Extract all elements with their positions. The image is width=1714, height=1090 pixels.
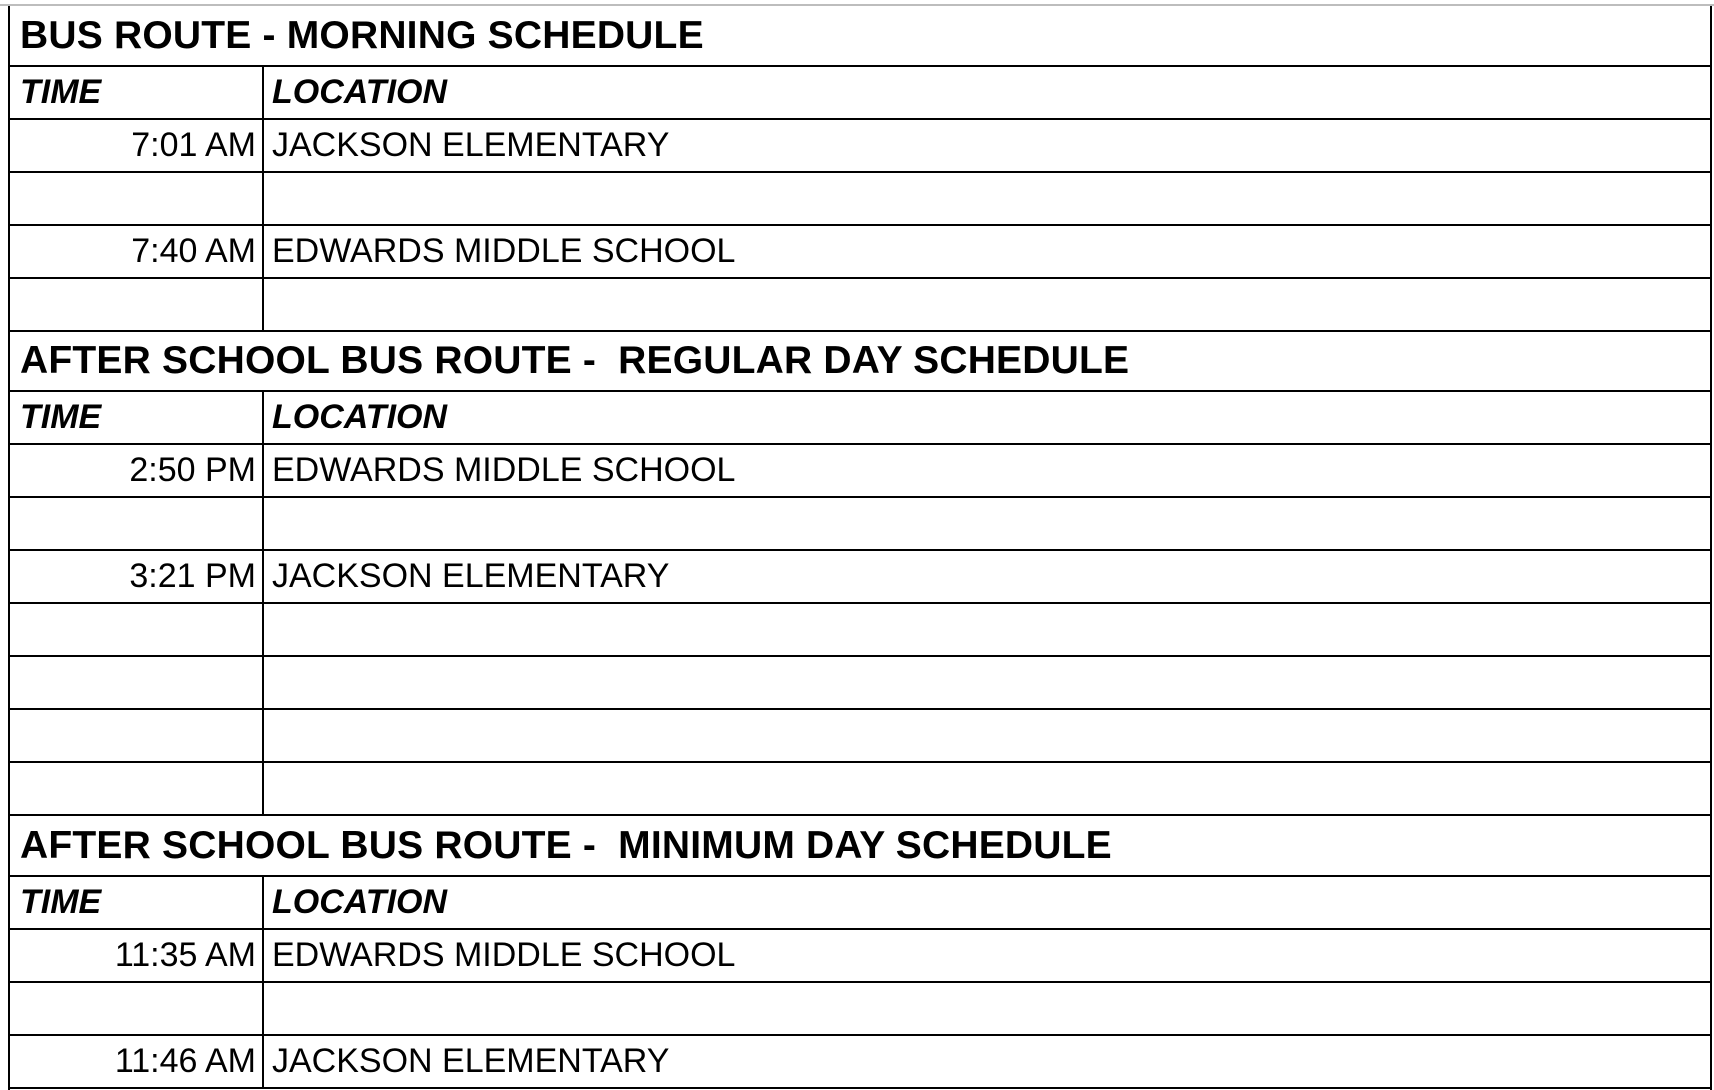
column-header-location[interactable]: LOCATION xyxy=(272,73,448,111)
table-row xyxy=(10,604,1710,657)
table-row xyxy=(10,226,1710,279)
time-cell[interactable] xyxy=(10,604,264,655)
time-cell[interactable]: 7:01 AM xyxy=(10,120,264,171)
table-row xyxy=(10,983,1710,1036)
column-header-time[interactable]: TIME xyxy=(10,877,264,928)
time-cell[interactable]: 11:46 AM xyxy=(10,1036,264,1087)
location-cell[interactable]: JACKSON ELEMENTARY xyxy=(272,557,670,595)
table-row xyxy=(10,445,1710,498)
location-cell[interactable]: EDWARDS MIDDLE SCHOOL xyxy=(272,451,736,489)
location-cell[interactable] xyxy=(264,657,1710,708)
section-title-minimum-day[interactable] xyxy=(10,816,1710,877)
section-title-text: AFTER SCHOOL BUS ROUTE - REGULAR DAY SCHEDULE xyxy=(20,339,1130,382)
time-cell[interactable] xyxy=(10,498,264,549)
section-title-text: AFTER SCHOOL BUS ROUTE - MINIMUM DAY SCHEDULE xyxy=(20,823,1112,867)
column-header-location[interactable]: LOCATION xyxy=(272,883,448,921)
time-cell[interactable] xyxy=(10,173,264,224)
location-cell[interactable] xyxy=(264,983,1710,1034)
time-cell[interactable]: 3:21 PM xyxy=(10,551,264,602)
column-header-location[interactable]: LOCATION xyxy=(272,398,448,436)
location-cell[interactable]: EDWARDS MIDDLE SCHOOL xyxy=(272,232,736,270)
time-cell[interactable]: 7:40 AM xyxy=(10,226,264,277)
header-row xyxy=(10,877,1710,930)
table-row xyxy=(10,120,1710,173)
table-row xyxy=(10,551,1710,604)
table-row xyxy=(10,279,1710,332)
location-cell[interactable]: EDWARDS MIDDLE SCHOOL xyxy=(272,936,736,974)
right-border xyxy=(1710,6,1714,1090)
table-row xyxy=(10,657,1710,710)
location-cell[interactable] xyxy=(264,604,1710,655)
location-cell[interactable] xyxy=(264,710,1710,761)
table-row xyxy=(10,930,1710,983)
section-title-regular-day[interactable] xyxy=(10,332,1710,392)
column-header-time[interactable]: TIME xyxy=(10,392,264,443)
time-cell[interactable] xyxy=(10,657,264,708)
column-header-time[interactable]: TIME xyxy=(10,67,264,118)
header-row xyxy=(10,392,1710,445)
location-cell[interactable]: JACKSON ELEMENTARY xyxy=(272,126,670,164)
time-cell[interactable]: 2:50 PM xyxy=(10,445,264,496)
location-cell[interactable] xyxy=(264,173,1710,224)
time-cell[interactable] xyxy=(10,983,264,1034)
location-cell[interactable]: JACKSON ELEMENTARY xyxy=(272,1042,670,1080)
section-title-text: BUS ROUTE - MORNING SCHEDULE xyxy=(20,13,704,57)
table-row xyxy=(10,1036,1710,1089)
section-title-morning[interactable] xyxy=(10,6,1710,67)
header-row xyxy=(10,67,1710,120)
time-cell[interactable] xyxy=(10,763,264,814)
left-border xyxy=(0,6,10,1090)
table-row xyxy=(10,710,1710,763)
time-cell[interactable] xyxy=(10,279,264,330)
time-cell[interactable] xyxy=(10,710,264,761)
location-cell[interactable] xyxy=(264,498,1710,549)
location-cell[interactable] xyxy=(264,279,1710,330)
table-row xyxy=(10,173,1710,226)
time-cell[interactable]: 11:35 AM xyxy=(10,930,264,981)
table-row xyxy=(10,498,1710,551)
table-row xyxy=(10,763,1710,816)
location-cell[interactable] xyxy=(264,763,1710,814)
